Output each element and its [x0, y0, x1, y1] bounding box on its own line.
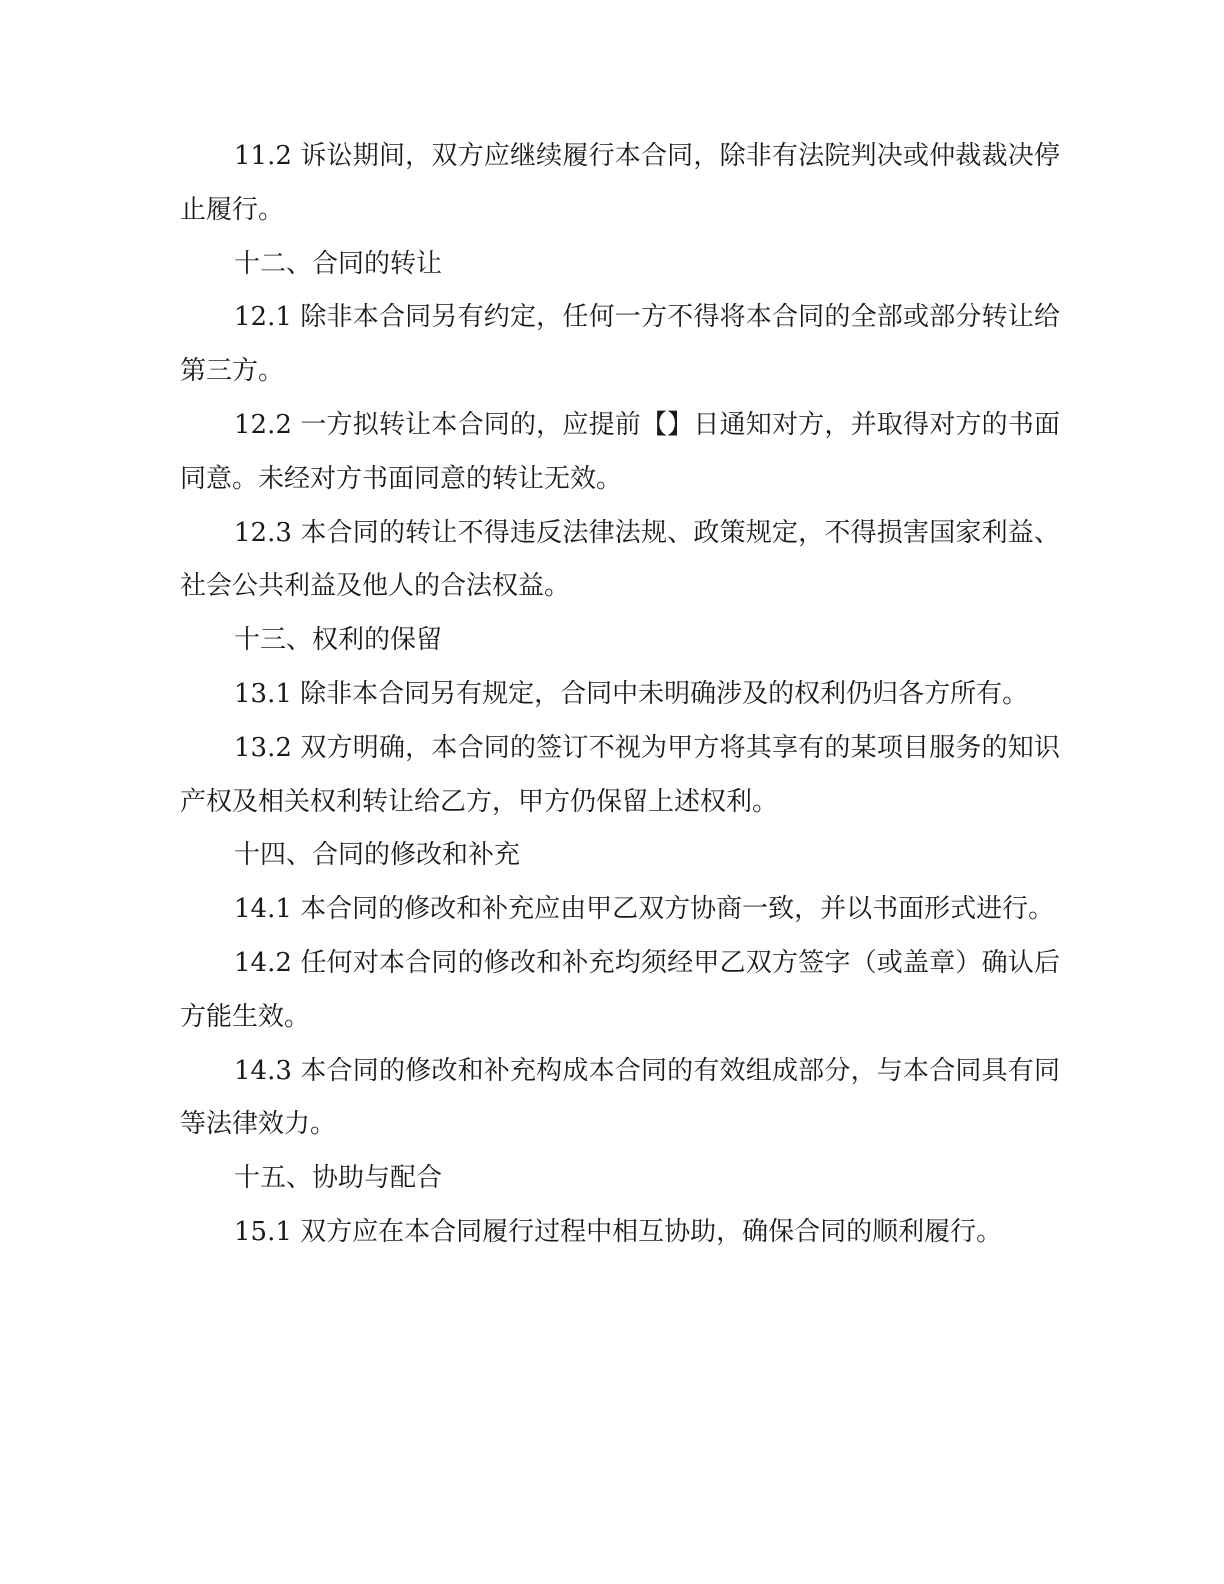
clause-13-1: 13.1 除非本合同另有规定，合同中未明确涉及的权利仍归各方所有。	[234, 678, 1029, 709]
clause-14-2: 14.2 任何对本合同的修改和补充均须经甲乙双方签字（或盖章）确认后方能生效。	[180, 947, 1060, 1032]
section-heading-12: 十二、合同的转让	[234, 248, 443, 279]
clause-12-2: 12.2 一方拟转让本合同的，应提前【】日通知对方，并取得对方的书面同意。未经对方书面同意的转让无效。	[180, 409, 1060, 494]
clause-14-1: 14.1 本合同的修改和补充应由甲乙双方协商一致，并以书面形式进行。	[234, 894, 1055, 925]
clause-12-1: 12.1 除非本合同另有约定，任何一方不得将本合同的全部或部分转让给第三方。	[180, 302, 1060, 387]
clause-11-2: 11.2 诉讼期间，双方应继续履行本合同，除非有法院判决或仲裁裁决停止履行。	[180, 141, 1060, 225]
clause-12-3: 12.3 本合同的转让不得违反法律法规、政策规定，不得损害国家利益、社会公共利益及他人的合法权益。	[180, 517, 1060, 602]
section-heading-13: 十三、权利的保留	[234, 625, 443, 656]
clause-15-1: 15.1 双方应在本合同履行过程中相互协助，确保合同的顺利履行。	[234, 1216, 1003, 1247]
section-heading-14: 十四、合同的修改和补充	[234, 840, 521, 871]
section-heading-15: 十五、协助与配合	[234, 1163, 443, 1194]
clause-13-2: 13.2 双方明确，本合同的签订不视为甲方将其享有的某项目服务的知识产权及相关权利转让给乙方，甲方仍保留上述权利。	[180, 732, 1060, 817]
contract-body	[180, 130, 1060, 1260]
clause-14-3: 14.3 本合同的修改和补充构成本合同的有效组成部分，与本合同具有同等法律效力。	[180, 1055, 1060, 1140]
